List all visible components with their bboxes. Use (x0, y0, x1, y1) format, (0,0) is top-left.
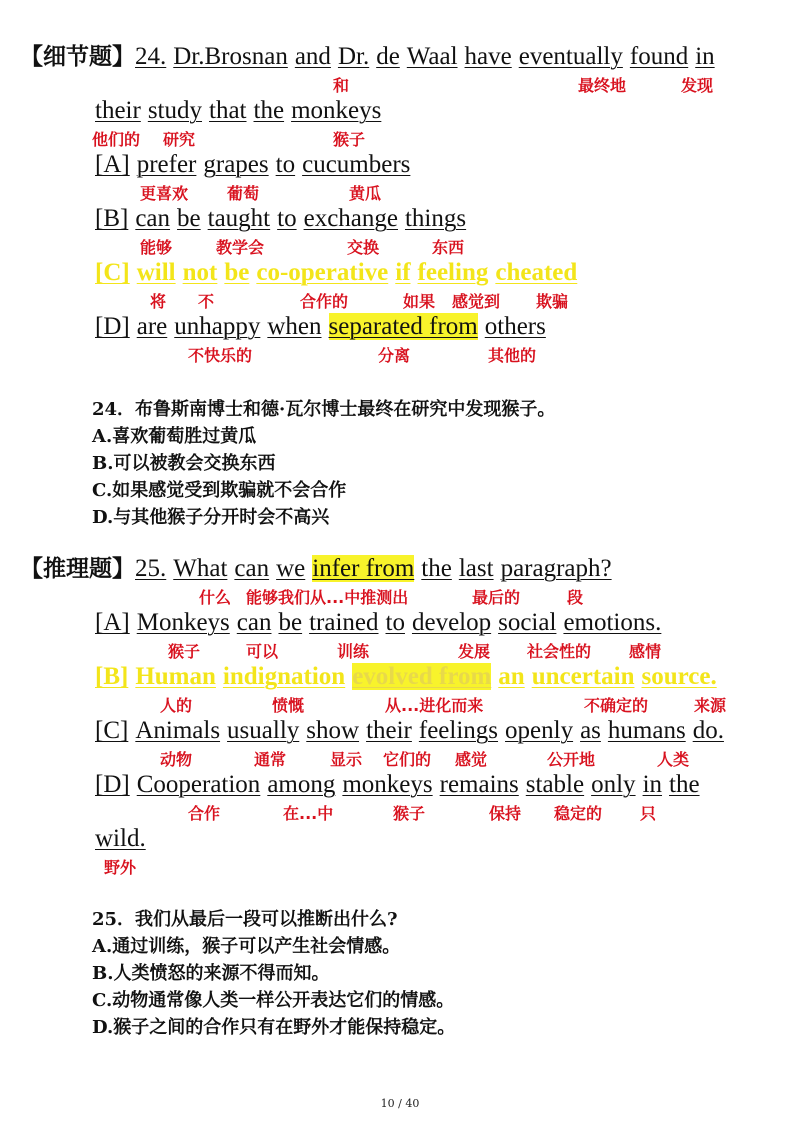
word: cheated (495, 259, 578, 286)
gloss: 黄瓜 (349, 184, 382, 203)
q24-translation-a: A.喜欢葡萄胜过黄瓜 (92, 426, 257, 447)
word: last (458, 555, 494, 582)
word: exchange (303, 205, 398, 232)
word: the (669, 771, 700, 798)
gloss: 显示 (330, 750, 363, 769)
word: can (236, 609, 272, 636)
word: Human (135, 663, 216, 690)
word: indignation (222, 663, 346, 690)
q25-line1 (20, 554, 612, 584)
word: be (177, 205, 201, 232)
word: cucumbers (302, 151, 411, 178)
gloss: 训练 (337, 642, 370, 661)
gloss: 感情 (629, 642, 662, 661)
word: when (267, 313, 322, 340)
gloss: 能够 (140, 238, 173, 257)
q24-tag: 【细节题】 (20, 44, 135, 70)
word: monkeys (291, 97, 382, 124)
q24-option-d (95, 312, 546, 342)
gloss: 感觉 (455, 750, 488, 769)
word: study (147, 97, 203, 124)
gloss: 在...中 (283, 804, 334, 823)
word: the (421, 555, 452, 582)
q24-line2 (95, 96, 381, 126)
gloss: 感觉到 (452, 292, 501, 311)
q25-translation-stem: 25．我们从最后一段可以推断出什么? (92, 909, 398, 930)
word: humans (607, 717, 686, 744)
gloss: 人的 (160, 696, 193, 715)
word: [D] (95, 771, 130, 798)
gloss: 什么 (199, 588, 232, 607)
gloss: 猴子 (393, 804, 426, 823)
word: that (209, 97, 247, 124)
gloss: 不快乐的 (188, 346, 253, 365)
q25-option-c (95, 716, 724, 746)
gloss: 欺骗 (536, 292, 569, 311)
gloss: 发现 (681, 76, 714, 95)
word: are (136, 313, 168, 340)
gloss: 交换 (347, 238, 380, 257)
gloss: 最终地 (578, 76, 627, 95)
q24-translation-stem: 24．布鲁斯南博士和德·瓦尔博士最终在研究中发现猴子。 (92, 399, 556, 420)
gloss: 研究 (163, 130, 196, 149)
gloss: 发展 (458, 642, 491, 661)
q25-translation-c: C.动物通常像人类一样公开表达它们的情感。 (92, 990, 455, 1011)
gloss: 只 (640, 804, 657, 823)
gloss: 将 (150, 292, 167, 311)
gloss: 从...进化而来 (385, 696, 484, 715)
word: to (277, 205, 297, 232)
word: only (591, 771, 636, 798)
word: 25. (135, 555, 167, 582)
gloss: 其他的 (488, 346, 537, 365)
word: found (629, 43, 689, 70)
word: stable (525, 771, 585, 798)
word: eventually (518, 43, 623, 70)
q24-line1 (20, 42, 715, 72)
gloss: 和 (333, 76, 350, 95)
word: uncertain (531, 663, 635, 690)
word: show (306, 717, 360, 744)
word: Waal (406, 43, 458, 70)
word: [C] (95, 717, 129, 744)
q25-tag: 【推理题】 (20, 556, 135, 582)
gloss: 能够我们从...中推测出 (246, 588, 409, 607)
gloss: 公开地 (547, 750, 596, 769)
gloss: 段 (567, 588, 584, 607)
q25-option-d (95, 770, 700, 800)
gloss: 合作的 (300, 292, 349, 311)
word: develop (411, 609, 492, 636)
gloss: 分离 (378, 346, 411, 365)
q24-option-c-answer (95, 258, 577, 288)
word: [B] (95, 663, 129, 690)
gloss: 最后的 (472, 588, 521, 607)
gloss: 教学会 (216, 238, 265, 257)
gloss: 愤慨 (272, 696, 305, 715)
gloss: 稳定的 (554, 804, 603, 823)
word: social (498, 609, 557, 636)
word: and (294, 43, 331, 70)
word: [A] (95, 151, 130, 178)
word: paragraph? (500, 555, 612, 582)
word: grapes (203, 151, 269, 178)
word: to (385, 609, 405, 636)
gloss: 不确定的 (584, 696, 649, 715)
q24-option-a (95, 150, 410, 180)
word: we (276, 555, 306, 582)
highlighted-phrase: evolved from (352, 663, 492, 690)
q25-option-d-cont (95, 824, 146, 854)
word: What (173, 555, 228, 582)
word: if (395, 259, 411, 286)
gloss: 东西 (432, 238, 465, 257)
q25-translation-d: D.猴子之间的合作只有在野外才能保持稳定。 (92, 1017, 456, 1038)
word: among (267, 771, 336, 798)
gloss: 不 (198, 292, 215, 311)
word: be (224, 259, 250, 286)
word: prefer (136, 151, 197, 178)
q24-translation-d: D.与其他猴子分开时会不高兴 (92, 507, 330, 528)
gloss: 来源 (694, 696, 727, 715)
word: Dr. (337, 43, 370, 70)
word: [D] (95, 313, 130, 340)
word: can (234, 555, 270, 582)
word: Cooperation (136, 771, 261, 798)
word: others (484, 313, 546, 340)
word: [A] (95, 609, 130, 636)
word: co-operative (256, 259, 389, 286)
q25-option-a (95, 608, 661, 638)
word: source. (641, 663, 717, 690)
gloss: 葡萄 (227, 184, 260, 203)
word: 24. (135, 43, 167, 70)
q24-translation-c: C.如果感觉受到欺骗就不会合作 (92, 480, 347, 501)
word: usually (227, 717, 300, 744)
word: as (580, 717, 601, 744)
word: Animals (135, 717, 221, 744)
gloss: 猴子 (333, 130, 366, 149)
word: their (95, 97, 141, 124)
word: feelings (418, 717, 499, 744)
q25-translation-a: A.通过训练，猴子可以产生社会情感。 (92, 936, 401, 957)
word: in (695, 43, 715, 70)
q25-option-b-answer (95, 662, 717, 692)
gloss: 野外 (104, 858, 137, 877)
gloss: 可以 (246, 642, 279, 661)
word: [C] (95, 259, 130, 286)
q24-translation-b: B.可以被教会交换东西 (92, 453, 276, 474)
gloss: 更喜欢 (140, 184, 189, 203)
word: taught (207, 205, 271, 232)
word: trained (309, 609, 379, 636)
q25-translation-b: B.人类愤怒的来源不得而知。 (92, 963, 330, 984)
word: things (404, 205, 467, 232)
q24-option-b (95, 204, 466, 234)
word: Monkeys (136, 609, 230, 636)
gloss: 人类 (657, 750, 690, 769)
gloss: 他们的 (92, 130, 141, 149)
gloss: 通常 (254, 750, 287, 769)
gloss: 合作 (188, 804, 221, 823)
word: in (642, 771, 663, 798)
word: wild. (95, 825, 146, 852)
word: can (135, 205, 171, 232)
word: unhappy (174, 313, 261, 340)
word: remains (439, 771, 519, 798)
gloss: 保持 (489, 804, 522, 823)
word: de (376, 43, 400, 70)
gloss: 它们的 (383, 750, 432, 769)
gloss: 如果 (403, 292, 436, 311)
word: the (253, 97, 285, 124)
gloss: 猴子 (168, 642, 201, 661)
word: Dr.Brosnan (173, 43, 288, 70)
gloss: 动物 (160, 750, 193, 769)
word: will (136, 259, 176, 286)
word: do. (692, 717, 724, 744)
highlighted-phrase: infer from (312, 555, 415, 582)
page-number: 10 / 40 (380, 1097, 420, 1110)
word: emotions. (563, 609, 662, 636)
word: not (182, 259, 218, 286)
word: their (366, 717, 412, 744)
word: an (498, 663, 525, 690)
word: to (275, 151, 296, 178)
word: feeling (417, 259, 489, 286)
gloss: 社会性的 (527, 642, 592, 661)
word: openly (505, 717, 574, 744)
word: have (464, 43, 512, 70)
word: [B] (95, 205, 129, 232)
word: monkeys (342, 771, 433, 798)
word: be (278, 609, 303, 636)
highlighted-phrase: separated from (328, 313, 478, 340)
